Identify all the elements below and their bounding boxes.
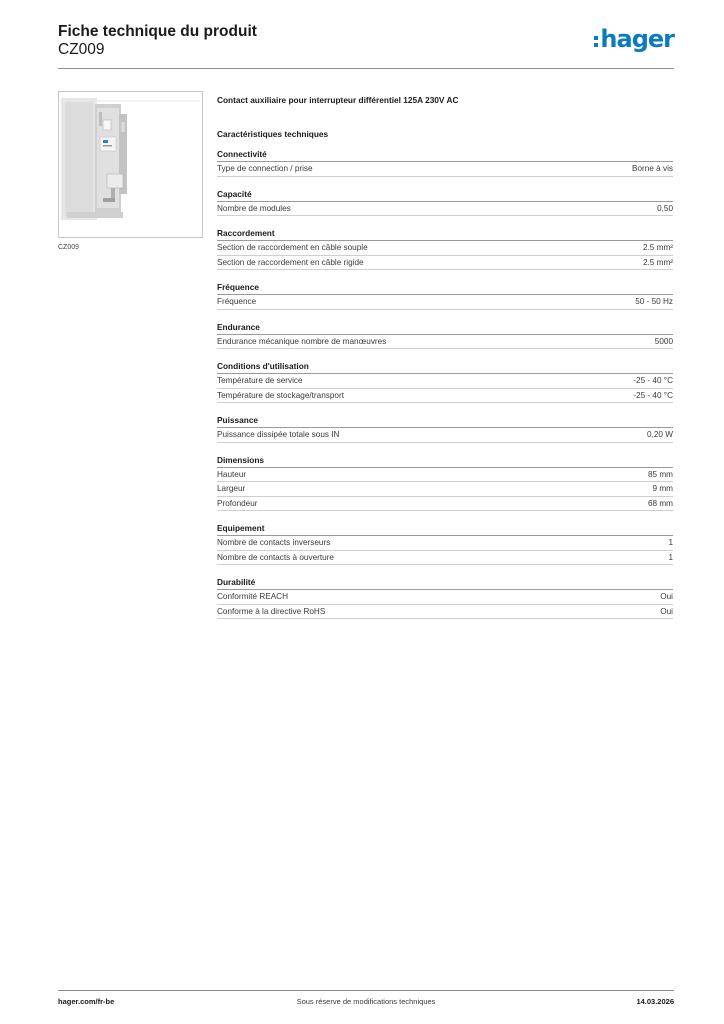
- document-title: Fiche technique du produit: [58, 23, 257, 40]
- spec-row: [217, 482, 673, 497]
- spec-value: 50 - 50 Hz: [635, 297, 673, 307]
- spec-value: 0,50: [657, 203, 673, 213]
- spec-group: [217, 361, 673, 403]
- spec-label: Profondeur: [217, 498, 258, 508]
- spec-row: [217, 536, 673, 551]
- spec-label: Nombre de contacts à ouverture: [217, 552, 334, 562]
- spec-label: Puissance dissipée totale sous IN: [217, 430, 340, 440]
- spec-group: [217, 282, 673, 310]
- spec-row: [217, 551, 673, 566]
- spec-value: -25 - 40 °C: [633, 390, 673, 400]
- spec-label: Fréquence: [217, 297, 257, 307]
- spec-value: 0,20 W: [647, 430, 673, 440]
- spec-group: [217, 415, 673, 443]
- spec-group-title: Capacité: [217, 189, 673, 202]
- spec-group: [217, 189, 673, 217]
- spec-label: Largeur: [217, 484, 246, 494]
- main-content: [217, 95, 673, 631]
- spec-value: Borne à vis: [632, 164, 673, 174]
- specifications-heading: Caractéristiques techniques: [217, 129, 329, 139]
- spec-value: 1: [668, 552, 673, 562]
- page-header: [58, 22, 674, 59]
- spec-row: [217, 389, 673, 404]
- spec-group-title: Dimensions: [217, 455, 673, 468]
- logo-wordmark: hager: [600, 25, 674, 53]
- spec-group-title: Puissance: [217, 415, 673, 428]
- spec-group: [217, 322, 673, 350]
- footer-website-link[interactable]: hager.com/fr-be: [58, 997, 115, 1006]
- footer-divider: [58, 990, 674, 991]
- spec-row: [217, 428, 673, 443]
- spec-group: [217, 523, 673, 565]
- spec-label: Hauteur: [217, 469, 247, 479]
- spec-value: -25 - 40 °C: [633, 376, 673, 386]
- spec-row: [217, 590, 673, 605]
- image-caption: CZ009: [58, 244, 80, 251]
- spec-label: Nombre de contacts inverseurs: [217, 538, 331, 548]
- spec-group: [217, 577, 673, 619]
- spec-value: 1: [668, 538, 673, 548]
- spec-value: 68 mm: [647, 498, 673, 508]
- footer-notice: Sous réserve de modifications techniques: [296, 997, 436, 1006]
- header-divider: [58, 68, 674, 69]
- spec-label: Section de raccordement en câble rigide: [217, 257, 364, 267]
- spec-row: [217, 605, 673, 620]
- spec-value: 2.5 mm²: [642, 257, 673, 267]
- spec-group: [217, 149, 673, 177]
- spec-row: [217, 468, 673, 483]
- spec-value: 5000: [654, 336, 673, 346]
- page-footer: [58, 997, 674, 1009]
- spec-group-title: Durabilité: [217, 577, 673, 590]
- spec-label: Type de connection / prise: [217, 164, 313, 174]
- spec-value: 9 mm: [652, 484, 673, 494]
- logo-colon-icon: [594, 36, 598, 47]
- spec-label: Nombre de modules: [217, 203, 291, 213]
- product-image: [58, 91, 203, 238]
- spec-group: [217, 228, 673, 270]
- hager-logo[interactable]: [594, 26, 674, 52]
- spec-value: Oui: [660, 592, 673, 602]
- spec-row: [217, 335, 673, 350]
- specification-groups: [217, 149, 673, 619]
- spec-value: Oui: [660, 606, 673, 616]
- spec-group-title: Fréquence: [217, 282, 673, 295]
- spec-row: [217, 202, 673, 217]
- spec-label: Température de service: [217, 376, 303, 386]
- spec-label: Température de stockage/transport: [217, 390, 344, 400]
- spec-group-title: Equipement: [217, 523, 673, 536]
- spec-group-title: Conditions d'utilisation: [217, 361, 673, 374]
- spec-row: [217, 162, 673, 177]
- spec-group-title: Endurance: [217, 322, 673, 335]
- spec-label: Endurance mécanique nombre de manœuvres: [217, 336, 387, 346]
- product-description: Contact auxiliaire pour interrupteur différentiel 125A 230V AC: [217, 95, 459, 105]
- product-reference: CZ009: [58, 41, 105, 58]
- spec-label: Conforme à la directive RoHS: [217, 606, 326, 616]
- spec-row: [217, 295, 673, 310]
- spec-group-title: Connectivité: [217, 149, 673, 162]
- spec-row: [217, 374, 673, 389]
- spec-label: Section de raccordement en câble souple: [217, 243, 368, 253]
- spec-row: [217, 241, 673, 256]
- spec-group-title: Raccordement: [217, 228, 673, 241]
- spec-row: [217, 497, 673, 512]
- spec-label: Conformité REACH: [217, 592, 288, 602]
- spec-value: 85 mm: [647, 469, 673, 479]
- spec-row: [217, 256, 673, 271]
- spec-group: [217, 455, 673, 512]
- spec-value: 2.5 mm²: [642, 243, 673, 253]
- footer-date: 14.03.2026: [636, 997, 674, 1006]
- auxiliary-contact-icon: [59, 92, 204, 239]
